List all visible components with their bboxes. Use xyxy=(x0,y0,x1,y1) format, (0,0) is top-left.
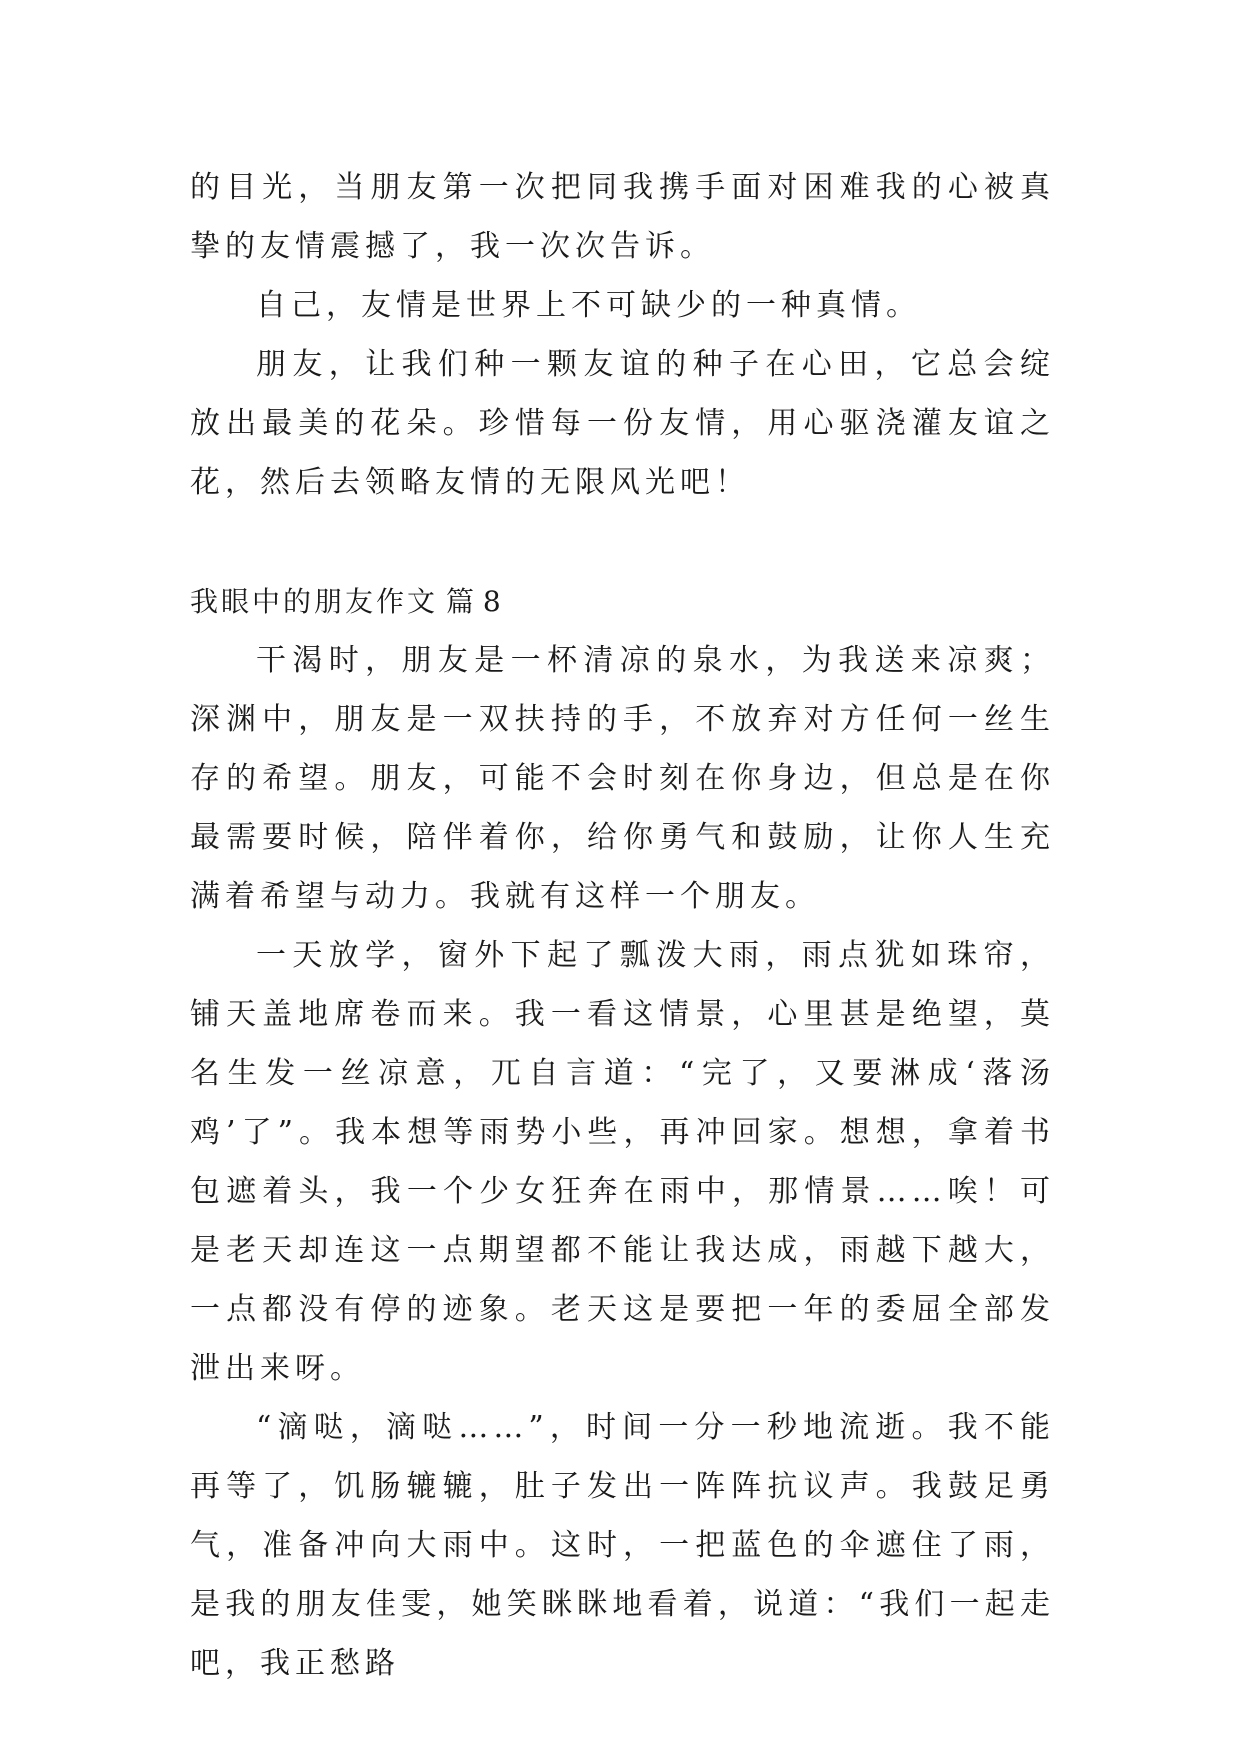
paragraph: “滴哒，滴哒……”，时间一分一秒地流逝。我不能再等了，饥肠辘辘，肚子发出一阵阵抗议声。我鼓足勇气，准备冲向大雨中。这时，一把蓝色的伞遮住了雨，是我的朋友佳雯，她笑眯眯地看着，说道：“我们一起走吧，我正愁路 xyxy=(190,1410,1055,1681)
section-spacer xyxy=(190,512,1055,572)
heading-part-number: 篇 8 xyxy=(446,585,501,618)
paragraph-continued: 的目光，当朋友第一次把同我携手面对困难我的心被真挚的友情震撼了，我一次次告诉。 xyxy=(190,170,1055,264)
heading-title: 我眼中的朋友作文 xyxy=(190,585,439,618)
paragraph: 自己，友情是世界上不可缺少的一种真情。 xyxy=(256,288,921,323)
section-heading xyxy=(190,572,1055,631)
paragraph: 一天放学，窗外下起了瓢泼大雨，雨点犹如珠帘，铺天盖地席卷而来。我一看这情景，心里甚是绝望，莫名生发一丝凉意，兀自言道：“完了，又要淋成‘落汤鸡’了”。我本想等雨势小些，再冲回家。想想，拿着书包遮着头，我一个少女狂奔在雨中，那情景……唉！可是老天却连这一点期望都不能让我达成，雨越下越大，一点都没有停的迹象。老天这是要把一年的委屈全部发泄出来呀。 xyxy=(190,938,1055,1386)
paragraph: 朋友，让我们种一颗友谊的种子在心田，它总会绽放出最美的花朵。珍惜每一份友情，用心驱浇灌友谊之花，然后去领略友情的无限风光吧！ xyxy=(190,347,1055,500)
document-page xyxy=(190,158,1055,1693)
paragraph: 干渴时，朋友是一杯清凉的泉水，为我送来凉爽；深渊中，朋友是一双扶持的手，不放弃对方任何一丝生存的希望。朋友，可能不会时刻在你身边，但总是在你最需要时候，陪伴着你，给你勇气和鼓励，让你人生充满着希望与动力。我就有这样一个朋友。 xyxy=(190,643,1055,914)
